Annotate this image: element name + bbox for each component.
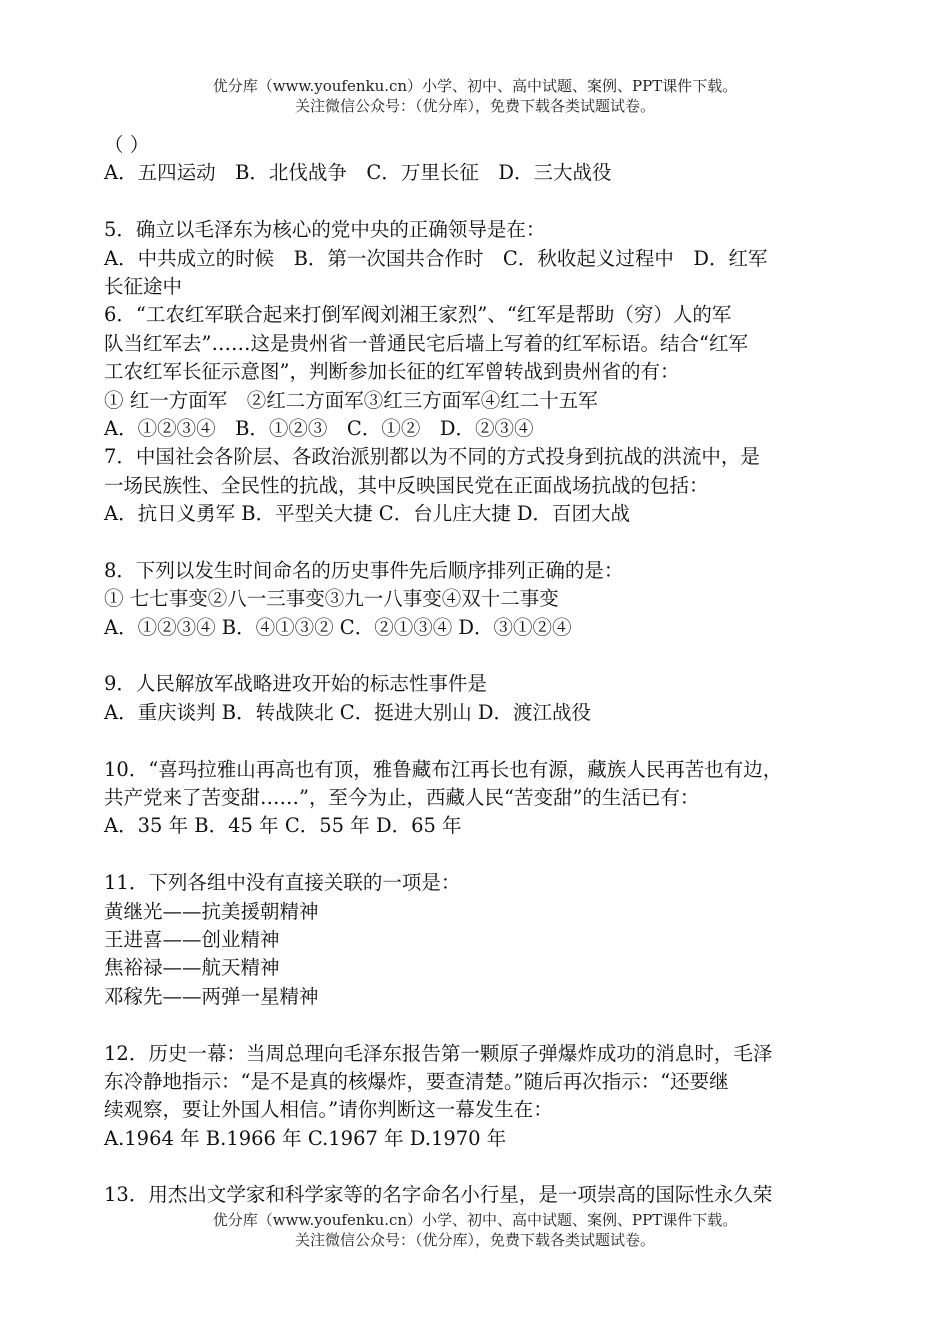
text-line: 共产党来了苦变甜……”，至今为止，西藏人民“苦变甜”的生活已有： — [104, 785, 700, 809]
header-line-2: 关注微信公众号：（优分库），免费下载各类试题试卷。 — [294, 97, 655, 115]
blank-line — [104, 1153, 864, 1181]
footer-line-1: 优分库（www.youfenku.cn）小学、初中、高中试题、案例、PPT课件下载。 — [212, 1211, 738, 1229]
text-line: 6．“工农红军联合起来打倒军阀刘湘王家烈”、“红军是帮助（穷）人的军 — [104, 303, 732, 327]
text-line: 长征途中 — [104, 274, 183, 298]
text-line: A．35 年 B．45 年 C．55 年 D．65 年 — [104, 814, 462, 838]
blank-line — [104, 188, 864, 216]
text-line: ① 七七事变②八一三事变③九一八事变④双十二事变 — [104, 587, 559, 611]
text-line: A．①②③④ B．④①③② C．②①③④ D．③①②④ — [104, 615, 572, 639]
page-footer — [0, 1210, 950, 1250]
text-line: 黄继光——抗美援朝精神 — [104, 899, 319, 923]
text-line: 7．中国社会各阶层、各政治派别都以为不同的方式投身到抗战的洪流中，是 — [104, 445, 760, 469]
text-line: 一场民族性、全民性的抗战，其中反映国民党在正面战场抗战的包括： — [104, 473, 709, 497]
text-line: A．五四运动 B．北伐战争 C．万里长征 D．三大战役 — [104, 161, 612, 185]
text-line: A．重庆谈判 B．转战陕北 C．挺进大别山 D．渡江战役 — [104, 700, 592, 724]
text-line: A.1964 年 B.1966 年 C.1967 年 D.1970 年 — [104, 1126, 507, 1150]
text-line: 邓稼先——两弹一星精神 — [104, 984, 319, 1008]
text-line: 王进喜——创业精神 — [104, 927, 280, 951]
text-line: 8．下列以发生时间命名的历史事件先后顺序排列正确的是： — [104, 558, 624, 582]
text-line: 13．用杰出文学家和科学家等的名字命名小行星，是一项崇高的国际性永久荣 — [104, 1183, 773, 1207]
text-line: A．抗日义勇军 B．平型关大捷 C．台儿庄大捷 D．百团大战 — [104, 502, 631, 526]
text-line: 9．人民解放军战略进攻开始的标志性事件是 — [104, 672, 487, 696]
text-line: 11．下列各组中没有直接关联的一项是： — [104, 871, 461, 895]
header-line-1: 优分库（www.youfenku.cn）小学、初中、高中试题、案例、PPT课件下载。 — [212, 77, 738, 95]
page-header — [0, 76, 950, 116]
blank-line — [104, 642, 864, 670]
footer-line-2: 关注微信公众号：（优分库），免费下载各类试题试卷。 — [294, 1231, 655, 1249]
text-line: 12．历史一幕：当周总理向毛泽东报告第一颗原子弹爆炸成功的消息时，毛泽 — [104, 1041, 773, 1065]
blank-line — [104, 1011, 864, 1039]
text-line: 焦裕禄——航天精神 — [104, 956, 280, 980]
text-line: 东冷静地指示：“是不是真的核爆炸，要查清楚。”随后再次指示：“还要继 — [104, 1069, 729, 1093]
text-line: A．中共成立的时候 B．第一次国共合作时 C．秋收起义过程中 D．红军 — [104, 246, 768, 270]
text-line: ① 红一方面军 ②红二方面军③红三方面军④红二十五军 — [104, 388, 598, 412]
document-body — [104, 131, 864, 1210]
text-line: 5．确立以毛泽东为核心的党中央的正确领导是在： — [104, 218, 546, 242]
blank-line — [104, 727, 864, 755]
text-line: 队当红军去”……这是贵州省一普通民宅后墙上写着的红军标语。结合“红军 — [104, 331, 748, 355]
text-line: A．①②③④ B．①②③ C．①② D．②③④ — [104, 416, 534, 440]
text-line: 工农红军长征示意图”，判断参加长征的红军曾转战到贵州省的有： — [104, 360, 680, 384]
text-line: 续观察，要让外国人相信。”请你判断这一幕发生在： — [104, 1098, 553, 1122]
text-line: 10．“喜玛拉雅山再高也有顶，雅鲁藏布江再长也有源，藏族人民再苦也有边， — [104, 757, 783, 781]
blank-line — [104, 841, 864, 869]
blank-line — [104, 528, 864, 556]
text-line: （ ） — [104, 133, 150, 156]
